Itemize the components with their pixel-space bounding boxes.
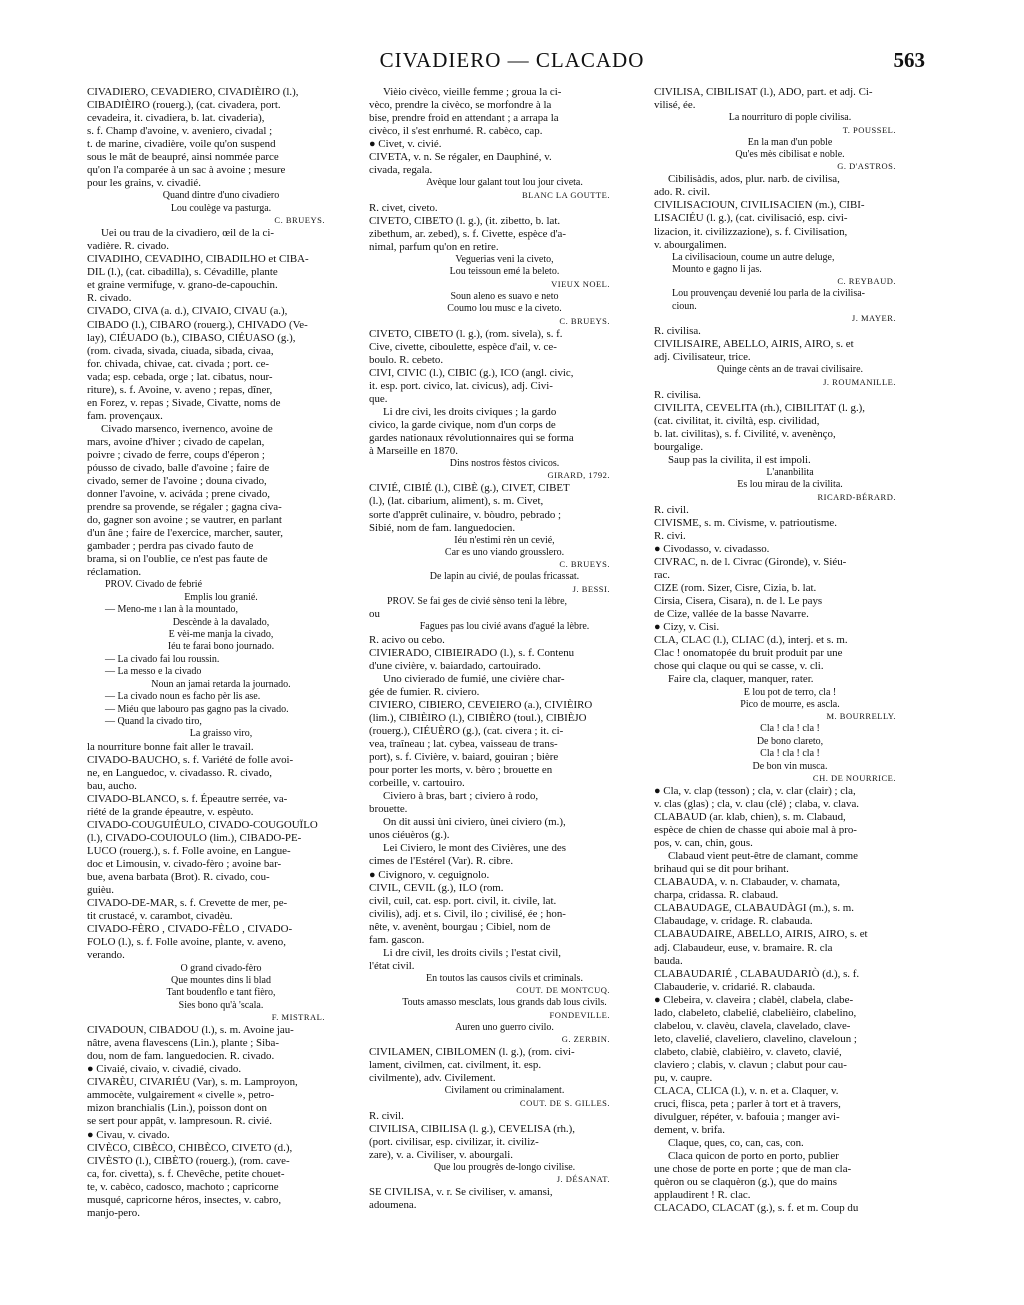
text-line: CIVI, CIVIC (l.), CIBIC (g.), ICO (angl. civic, xyxy=(369,366,574,379)
text-line: Tant boudenflo e tant fièro, xyxy=(166,987,276,999)
text-line: CIVÈCO, CIBÈCO, CHIBÈCO, CIVETO (d.), xyxy=(87,1141,293,1154)
text-line: — Quand la civado tiro, xyxy=(105,715,202,727)
text-line: gée de fumier. R. civiero. xyxy=(369,685,480,698)
text-line: CIVETO, CIBETO (l. g.), (rom. sivela), s. f. xyxy=(369,327,563,340)
text-line: CIVILISA, CIBILISA (l. g.), CEVELISA (rh.), xyxy=(369,1122,575,1135)
text-line: civado, semer de l'avoine ; douna civado, xyxy=(87,475,267,488)
text-line: civil, cuil, cat. esp. port. civil, it. civile, lat. xyxy=(369,894,557,907)
text-line: RICARD-BÉRARD. xyxy=(817,491,896,502)
text-line: nâtre, avena flavescens (Lin.), plante ; Siba- xyxy=(87,1037,280,1050)
text-line: LISACIÉU (l. g.), (cat. civilisació, esp. civi- xyxy=(654,212,848,225)
text-line: CIVADO, CIVA (a. d.), CIVAIO, CIVAU (a.), xyxy=(87,305,288,318)
text-line: En toutos las causos civils et criminals. xyxy=(426,972,583,984)
text-line: T. POUSSEL. xyxy=(842,124,896,135)
text-line: CIVILITA, CEVELITA (rh.), CIBILITAT (l. g.), xyxy=(654,401,866,414)
text-line: Fagues pas lou civié avans d'agué la lèbre. xyxy=(419,621,590,633)
text-line: ● Civaié, civaio, v. civadié, civado. xyxy=(87,1063,242,1076)
text-line: cevadeira, it. civadiera, b. lat. civaderia), xyxy=(87,112,265,125)
text-line: lado, clabeleto, clabelié, clabelièiro, clabelino, xyxy=(654,1006,857,1019)
text-line: qu'on l'a comparée à un sac à avoine ; mesure xyxy=(87,164,286,177)
text-line: l'état civil. xyxy=(369,959,415,972)
text-line: CLABAUD (ar. klab, chien), s. m. Clabaud, xyxy=(654,811,846,824)
text-line: R. civilisa. xyxy=(654,325,701,338)
text-line: bourgalige. xyxy=(654,440,704,453)
text-line: CIVILISACIOUN, CIVILISACIEN (m.), CIBI- xyxy=(654,199,865,212)
text-line: Cive, civette, ciboulette, espèce d'ail, v. ce- xyxy=(369,340,557,353)
text-line: zibethum, ar. zebed), s. f. Civette, espèce d'a- xyxy=(369,227,567,240)
text-line: ● Civodasso, v. civadasso. xyxy=(654,543,770,555)
text-line: Lou prouvençau devenié lou parla de la civilisa- xyxy=(672,288,865,300)
text-line: Cla ! cla ! cla ! xyxy=(760,723,820,735)
text-line: lay), CIÉUADO (b.), CIBASO, CIÉUASO (g.), xyxy=(87,331,296,344)
text-line: ● Civet, v. civié. xyxy=(369,138,442,151)
text-line: riété de la grande épeautre, v. espèuto. xyxy=(87,805,254,818)
text-line: verando. xyxy=(87,949,125,962)
text-line: Clabaudage, v. cridage. R. clabauda. xyxy=(654,915,813,928)
text-line: De bono clareto, xyxy=(756,735,824,747)
text-line: fam. provençaux. xyxy=(87,409,163,422)
text-line: pu, v. caupre. xyxy=(654,1071,713,1084)
text-line: Cibilisàdis, ados, plur. narb. de civilisa, xyxy=(668,173,840,186)
text-line: prendre sa provende, se régaler ; gagna civa- xyxy=(87,501,282,514)
text-line: lizacion, it. civilizzazione), s. f. Civilisation, xyxy=(654,225,848,238)
text-line: Noun an jamai retarda la journado. xyxy=(151,678,291,690)
text-line: SE CIVILISA, v. r. Se civiliser, v. amansi, xyxy=(369,1186,553,1199)
text-line: Lou teissoun emé la beleto. xyxy=(449,266,560,278)
text-line: Dins nostros fèstos civicos. xyxy=(449,458,560,470)
text-line: C. REYBAUD. xyxy=(837,276,896,287)
text-line: CIVARÈU, CIVARIÉU (Var), s. m. Lamproyon, xyxy=(87,1076,298,1089)
text-line: CIVILISA, CIBILISAT (l.), ADO, part. et adj. Ci- xyxy=(654,86,873,98)
text-line: ● Civignoro, v. ceguignolo. xyxy=(369,868,490,881)
text-line: corbeille, v. cartouiro. xyxy=(369,777,465,790)
text-line: On dit aussi ùni civiero, ùnei civiero (m.), xyxy=(383,816,566,829)
text-line: Vièio civèco, vieille femme ; groua la ci- xyxy=(383,86,562,98)
text-line: LUCO (rouerg.), s. f. Folle avoine, en Langue- xyxy=(87,845,291,858)
text-line: musqué, capricorne héros, insectes, v. cabro, xyxy=(87,1193,282,1206)
page-number: 563 xyxy=(893,48,925,72)
text-line: CIVÈSTO (l.), CIBÈTO (rouerg.), (rom. cave- xyxy=(87,1154,290,1167)
text-line: vada; esp. cebada, orge ; lat. cibatus, nour- xyxy=(87,370,273,383)
text-line: à Marseille en 1870. xyxy=(369,444,458,457)
text-line: dement, v. brifa. xyxy=(654,1124,725,1137)
text-line: De lapin au civié, de poulas fricassat. xyxy=(429,571,580,583)
text-line: v. abourgalimen. xyxy=(654,238,727,251)
text-line: ou xyxy=(369,608,380,621)
text-line: G. D'ASTROS. xyxy=(837,161,896,172)
text-line: CIBADIÈIRO (rouerg.), (cat. civadera, port. xyxy=(87,99,281,112)
text-line: espèce de chien de chasse qui aboie mal à pro- xyxy=(654,824,857,837)
text-line: vèco, prendre la civèco, se morfondre à la xyxy=(369,99,552,112)
text-line: R. civilisa. xyxy=(654,388,701,401)
text-line: CIVADIHO, CEVADIHO, CIBADILHO et CIBA- xyxy=(87,253,309,266)
text-line: claviero ; clabis, v. clavun ; clabut pour cau- xyxy=(654,1058,847,1071)
text-line: donner l'avoine, v. aciváda ; prene civado, xyxy=(87,488,270,501)
text-line: doc et Limousin, v. civado-fèro ; avoine bar- xyxy=(87,858,282,871)
text-line: ca, for. civetta), s. f. Chevêche, petite chouet- xyxy=(87,1167,285,1180)
text-line: de Cize, vallée de la basse Navarre. xyxy=(654,608,809,621)
text-line: it. esp. port. civico, lat. civicus), adj. Civi- xyxy=(369,379,553,392)
text-line: port), s. f. Civière, v. baiard, gouiran ; bière xyxy=(369,751,559,764)
text-line: d'un âne ; faire de l'exercice, marcher, sauter, xyxy=(87,527,283,540)
text-line: Mounto e gagno li jas. xyxy=(672,264,762,275)
text-line: Emplis lou granié. xyxy=(184,591,258,603)
text-line: se sert pour appât, v. lampresoun. R. civié. xyxy=(87,1115,272,1128)
text-line: Li dre civil, les droits civils ; l'estat civil, xyxy=(383,946,561,959)
text-line: (l.), (lat. cibarium, aliment), s. m. Civet, xyxy=(369,495,544,508)
text-line: CIVIÉ, CIBIÉ (l.), CIBÈ (g.), CIVET, CIBET xyxy=(369,482,570,495)
text-line: clabeto, clabiè, clabièiro, v. claveto, clavié, xyxy=(654,1045,842,1058)
text-line: J. BESSI. xyxy=(572,583,610,594)
text-line: La civilisacioun, coume un autre deluge, xyxy=(672,251,835,263)
text-line: Civilament ou criminalament. xyxy=(444,1085,565,1097)
text-line: vea, traîneau ; lat. cybea, vaisseau de trans- xyxy=(369,738,558,751)
text-line: Uei ou trau de la civadiero, œil de la ci- xyxy=(101,227,274,240)
text-line: ● Cizy, v. Cisi. xyxy=(654,621,720,634)
text-line: ● Cla, v. clap (tesson) ; cla, v. clar (clair) ; cla, xyxy=(654,784,856,797)
text-line: G. ZERBIN. xyxy=(561,1034,610,1045)
text-line: quèron ou se claquèron (g.), que do mains xyxy=(654,1176,837,1189)
text-line: do, gagner son avoine ; se vautrer, en parlant xyxy=(87,514,282,527)
column-middle xyxy=(369,86,640,1256)
text-line: Lei Civiero, le mont des Civières, une des xyxy=(383,842,566,855)
text-line: bau, aucho. xyxy=(87,779,137,792)
text-line: zare), v. a. Civiliser, v. abourgali. xyxy=(369,1148,514,1161)
text-line: CIVADO-DE-MAR, s. f. Crevette de mer, pe- xyxy=(87,897,288,910)
text-line: riture), s. f. Avoine, v. aveno ; repas, dîner, xyxy=(87,383,273,396)
text-line: ammocète, vulgairement « civelle », petro- xyxy=(87,1089,275,1102)
text-line: CIBADO (l.), CIBARO (rouerg.), CHIVADO (Ve- xyxy=(87,318,308,331)
text-line: guièu. xyxy=(87,884,114,897)
text-line: boulo. R. cebeto. xyxy=(369,353,444,366)
text-line: Claca quicon de porto en porto, publier xyxy=(668,1150,839,1163)
text-line: la nourriture bonne fait aller le travail. xyxy=(87,740,254,753)
text-line: Quand dintre d'uno civadiero xyxy=(162,190,280,202)
text-line: cimes de l'Estérel (Var). R. cibre. xyxy=(369,855,514,868)
text-line: Iéu n'estimi rèn un cevié, xyxy=(454,534,555,546)
text-line: De bon vin musca. xyxy=(752,760,828,772)
text-line: lament, civilmen, cat. civilment, it. esp. xyxy=(369,1059,542,1072)
text-line: GIRARD, 1792. xyxy=(547,470,610,481)
text-line: — Meno-me ı lan à la mountado, xyxy=(105,604,239,616)
text-line: C. BRUEYS. xyxy=(559,559,610,570)
text-line: cruci, flisca, peta ; parler à tort et à travers, xyxy=(654,1098,841,1111)
text-line: CIVADO-BLANCO, s. f. Épeautre serrée, va- xyxy=(87,792,288,805)
text-line: clabelou, v. clavèu, clavela, clavelado, clave- xyxy=(654,1019,851,1032)
text-line: CLABAUDAGE, CLABAUDÀGI (m.), s. m. xyxy=(654,902,854,915)
running-head: CIVADIERO — CLACADO xyxy=(379,48,645,72)
text-line: — La civado noun es facho pèr lis ase. xyxy=(105,691,261,703)
text-line: CIZE (rom. Sizer, Cisre, Cizia, b. lat. xyxy=(654,582,817,595)
text-line: CIVADO-FÈRO , CIVADO-FÈLO , CIVADO- xyxy=(87,923,293,936)
text-line: Lou coulège va pasturga. xyxy=(170,202,272,214)
text-line: en Forez, v. repas ; Sivade, Civatte, noms de xyxy=(87,396,281,409)
text-line: mars, avoine d'hiver ; civado de capelan, xyxy=(87,435,265,448)
text-line: R. civi. xyxy=(654,529,686,542)
text-line: rac. xyxy=(654,569,671,582)
text-line: CLABAUDARIÉ , CLABAUDARIÒ (d.), s. f. xyxy=(654,967,860,980)
text-line: — La civado fai lou roussin. xyxy=(105,653,220,665)
text-line: chose qui claque ou qui se casse, v. cli. xyxy=(654,660,824,673)
text-line: bauda. xyxy=(654,954,683,967)
text-line: Clac ! onomatopée du bruit produit par une xyxy=(654,647,843,660)
text-line: CLACA, CLICA (l.), v. n. et a. Claquer, v. xyxy=(654,1085,839,1098)
text-line: PROV. Civado de febrié xyxy=(105,579,203,591)
text-line: sous le mât de beaupré, ainsi nommée parce xyxy=(87,151,279,164)
text-line: Iéu te farai bono journado. xyxy=(167,641,275,653)
text-line: nête, v. avenènt, bourgau ; Cibiel, nom de xyxy=(369,920,551,933)
text-line: R. civado. xyxy=(87,292,132,305)
text-line: Civiero à bras, bart ; civiero à rodo, xyxy=(383,790,539,803)
text-line: ● Clebeira, v. claveira ; clabèl, clabela, clabe- xyxy=(654,993,854,1006)
text-line: CIVETO, CIBETO (l. g.), (it. zibetto, b. lat. xyxy=(369,214,561,227)
text-line: BLANC LA GOUTTE. xyxy=(521,189,610,200)
text-line: J. DÉSANAT. xyxy=(556,1174,610,1185)
text-line: cioun. xyxy=(672,300,697,312)
text-line: applaudirent ! R. clac. xyxy=(654,1189,751,1202)
text-line: — Miéu que labouro pas gagno pas la civado. xyxy=(105,703,289,715)
text-line: R. civil. xyxy=(369,1109,404,1122)
text-line: La graisso viro, xyxy=(189,728,253,740)
text-line: Coumo lou musc e la civeto. xyxy=(447,303,562,315)
text-line: ado. R. civil. xyxy=(654,186,710,199)
text-line: CLABAUDA, v. n. Clabauder, v. chamata, xyxy=(654,876,840,889)
text-line: R. civet, civeto. xyxy=(369,201,438,214)
text-line: CIVADOUN, CIBADOU (l.), s. m. Avoine jau- xyxy=(87,1024,294,1037)
text-line: Sies bono qu'à 'scala. xyxy=(178,999,264,1011)
text-line: CIVIL, CEVIL (g.), ILO (rom. xyxy=(369,881,504,894)
text-line: E lou pot de terro, cla ! xyxy=(743,686,837,698)
text-line: CIVETA, v. n. Se régaler, en Dauphiné, v. xyxy=(369,151,552,164)
text-line: Que lou prougrès de-longo civilise. xyxy=(433,1161,576,1173)
text-line: F. MISTRAL. xyxy=(271,1012,325,1023)
text-line: CIVADIERO, CEVADIERO, CIVADIÈIRO (l.), xyxy=(87,86,299,98)
text-line: CIVILISAIRE, ABELLO, AIRIS, AIRO, s. et xyxy=(654,338,854,351)
text-line: O grand civado-fèro xyxy=(180,962,262,974)
text-line: En la man d'un poble xyxy=(747,136,833,148)
text-line: v. clas (glas) ; cla, v. clau (clé) ; claba, v. clava. xyxy=(654,798,860,810)
text-line: Auren uno guerro civilo. xyxy=(455,1021,554,1033)
text-line: vilisé, ée. xyxy=(654,99,696,112)
text-line: CIVIERO, CIBIERO, CEVEIERO (a.), CIVIÈIRO xyxy=(369,698,593,711)
text-line: Pico de mourre, es ascla. xyxy=(740,698,840,710)
text-line: COUT. DE MONTCUQ. xyxy=(516,985,610,996)
text-line: brouette. xyxy=(369,803,408,816)
text-line: Sibié, nom de fam. languedocien. xyxy=(369,521,516,534)
text-line: Li dre civi, les droits civiques ; la gardo xyxy=(383,405,557,418)
text-line: une chose de porte en porte ; que de man cla- xyxy=(654,1163,852,1176)
text-line: CH. DE NOURRICE. xyxy=(812,772,896,783)
text-line: (rom. civada, sivada, ciuada, sibada, civaa, xyxy=(87,344,274,357)
text-line: s. f. Champ d'avoine, v. aveniero, civadal ; xyxy=(87,125,273,138)
text-line: CIVADO-COUGUIÉULO, CIVADO-COUGOUÏLO xyxy=(87,819,318,832)
text-line: divulguer, répéter, v. bafouia ; manger avi- xyxy=(654,1111,840,1124)
text-line: Quinge cènts an de travai civilisaire. xyxy=(716,364,864,376)
text-line: gambader ; perdra pas civado fauto de xyxy=(87,540,254,553)
text-line: dou, nom de fam. languedocien. R. civado. xyxy=(87,1050,275,1063)
text-line: gardes nationaux révolutionnaires qui se forma xyxy=(369,431,574,444)
text-line: b. lat. civilitas), s. f. Civilité, v. avenènço, xyxy=(654,427,836,440)
text-line: CIVADO-BAUCHO, s. f. Variété de folle avoi- xyxy=(87,753,294,766)
text-line: Qu'es mès cibilisat e noble. xyxy=(735,148,845,160)
text-line: civilmente), adv. Civilement. xyxy=(369,1072,496,1085)
text-line: — La messo e la civado xyxy=(105,666,202,678)
text-line: for. chivada, chivae, cat. civada ; port. ce- xyxy=(87,357,270,370)
text-line: póusso de civado, balle d'avoine ; faire de xyxy=(87,462,270,475)
text-line: ● Civau, v. civado. xyxy=(87,1128,170,1141)
text-line: que. xyxy=(369,392,388,405)
text-line: pour les grains, v. civadié. xyxy=(87,177,201,190)
text-line: Avèque lour galant tout lou jour civeta. xyxy=(426,177,583,189)
text-line: vadière. R. civado. xyxy=(87,240,169,253)
text-line: tit crustacé, v. carambot, civadèu. xyxy=(87,910,233,923)
text-line: pour porter les morts, v. bèro ; brouette en xyxy=(369,764,553,777)
text-line: (cat. civilitat, it. civiltà, esp. civilidad, xyxy=(654,414,820,427)
text-line: VIEUX NOEL. xyxy=(551,278,610,289)
text-line: Clabaud vient peut-être de clamant, comme xyxy=(668,850,858,863)
text-line: Descènde à la davalado, xyxy=(172,616,270,628)
text-line: d'une civière, v. baiardado, cartouirado. xyxy=(369,659,541,672)
text-line: CLABAUDAIRE, ABELLO, AIRIS, AIRO, s. et xyxy=(654,928,868,941)
text-line: te, v. cabèco, cadosco, machoto ; capricorne xyxy=(87,1180,279,1193)
column-left xyxy=(87,86,355,1256)
text-line: FOLO (l.), s. f. Folle avoine, plante, v. aveno, xyxy=(87,936,286,949)
text-line: CIVIERADO, CIBIEIRADO (l.), s. f. Contenu xyxy=(369,646,575,659)
text-line: Clabauderie, v. cridarié. R. clabauda. xyxy=(654,980,816,993)
text-line: Touts amasso mesclats, lous grands dab lous civils. xyxy=(402,997,607,1009)
text-line: Faire cla, claquer, manquer, rater. xyxy=(668,673,814,686)
text-line: bue, avena barbata (Brot). R. civado, cou- xyxy=(87,871,270,884)
text-line: civèco, il s'est enrhumé. R. cabèco, cap. xyxy=(369,125,543,138)
text-line: DIL (l.), (cat. cibadilla), s. Cévadille, plante xyxy=(87,266,278,279)
text-line: ne, en Languedoc, v. civadasso. R. civado, xyxy=(87,766,272,779)
text-line: R. civil. xyxy=(654,503,689,516)
text-line: (port. civilisar, esp. civilizar, it. civiliz- xyxy=(369,1135,539,1148)
text-line: R. acivo ou cebo. xyxy=(369,633,445,646)
text-line: J. MAYER. xyxy=(851,313,896,324)
text-line: M. BOURRELLY. xyxy=(826,711,896,722)
text-line: CIVILAMEN, CIBILOMEN (l. g.), (rom. civi- xyxy=(369,1046,575,1059)
text-line: Que mountes dins li blad xyxy=(171,974,271,986)
text-line: C. BRUEYS. xyxy=(559,315,610,326)
text-line: Uno civierado de fumié, une civière char- xyxy=(383,672,565,685)
text-line: CLA, CLAC (l.), CLIAC (d.), interj. et s. m. xyxy=(654,634,848,647)
text-line: adoumena. xyxy=(369,1199,417,1212)
text-line: sorte d'apprêt culinaire, v. bòudro, pebrado ; xyxy=(369,508,562,521)
column-right xyxy=(654,86,926,1256)
text-line: t. de marine, civadière, voile qu'on suspend xyxy=(87,138,276,151)
text-line: fam. gascon. xyxy=(369,933,425,946)
text-line: (l.), CIVADO-COUIOULO (lim.), CIBADO-PE- xyxy=(87,832,302,845)
text-line: réclamation. xyxy=(87,566,142,579)
text-line: Soun aleno es suavo e neto xyxy=(450,290,559,302)
text-line: nimal, parfum qu'on en retire. xyxy=(369,240,499,253)
text-line: Saup pas la civilita, il est impoli. xyxy=(668,454,811,466)
text-line: adj. Clabaudeur, euse, v. bramaire. R. cla xyxy=(654,941,833,954)
text-line: J. ROUMANILLE. xyxy=(823,376,896,387)
text-line: civilis), adj. et s. Civil, ilo ; civilisé, ée ; hon- xyxy=(369,907,566,920)
text-line: C. BRUEYS. xyxy=(274,215,325,226)
text-line: CLACADO, CLACAT (g.), s. f. et m. Coup du xyxy=(654,1202,859,1215)
text-line: CIVRAC, n. de l. Civrac (Gironde), v. Siéu- xyxy=(654,556,847,569)
text-line: pos, v. can, chin, gous. xyxy=(654,837,753,850)
text-line: E vèi-me manja la civado, xyxy=(168,629,274,641)
text-line: manjo-pero. xyxy=(87,1206,140,1219)
text-line: PROV. Se fai ges de civié sènso teni la lèbre, xyxy=(387,595,568,607)
text-line: leto, clavelié, claveliero, clavelino, claveloun ; xyxy=(654,1032,857,1045)
text-line: (rouerg.), CIÉUÈRO (g.), (cat. civera ; it. ci- xyxy=(369,725,564,738)
text-line: COUT. DE S. GILLES. xyxy=(519,1097,610,1108)
text-line: Cla ! cla ! cla ! xyxy=(760,748,820,760)
text-line: CIVISME, s. m. Civisme, v. patrioutisme. xyxy=(654,516,837,529)
text-line: mizon branchialis (Lin.), poisson dont on xyxy=(87,1102,267,1115)
text-line: (lim.), CIBIÈIRO (l.), CIBIÈRO (toul.), CIBIÈJO xyxy=(369,711,587,724)
text-line: brihaud qui se dit pour brihant. xyxy=(654,863,789,876)
text-line: bise, prendre froid en attendant ; a arrapa la xyxy=(369,112,559,125)
text-line: charpa, cridassa. R. clabaud. xyxy=(654,889,779,902)
text-line: brama, si on l'oublie, ce n'est pas faute de xyxy=(87,553,268,566)
text-line: adj. Civilisateur, trice. xyxy=(654,351,751,364)
text-line: Civado marsenco, ivernenco, avoine de xyxy=(101,422,273,435)
text-line: civada, regala. xyxy=(369,164,433,177)
text-line: FONDEVILLE. xyxy=(549,1009,610,1020)
text-line: L'ananbilita xyxy=(766,467,814,479)
text-line: Cirsia, Cisera, Cisara), n. de l. Le pays xyxy=(654,595,823,608)
text-line: Es lou mirau de la civilita. xyxy=(737,479,843,491)
text-line: poivre ; civado de ferre, coups d'éperon ; xyxy=(87,448,265,461)
text-line: Veguerias veni la civeto, xyxy=(455,253,554,265)
text-line: Claque, ques, co, can, cas, con. xyxy=(668,1137,804,1150)
text-line: et graine vermifuge, v. grano-de-capouchin. xyxy=(87,279,278,292)
text-line: Car es uno viando grousslero. xyxy=(444,547,565,559)
text-line: La nourrituro di pople civilisa. xyxy=(728,112,852,124)
text-line: unos ciéuèros (g.). xyxy=(369,829,450,842)
text-line: civico, la garde civique, nom d'un corps de xyxy=(369,418,556,431)
